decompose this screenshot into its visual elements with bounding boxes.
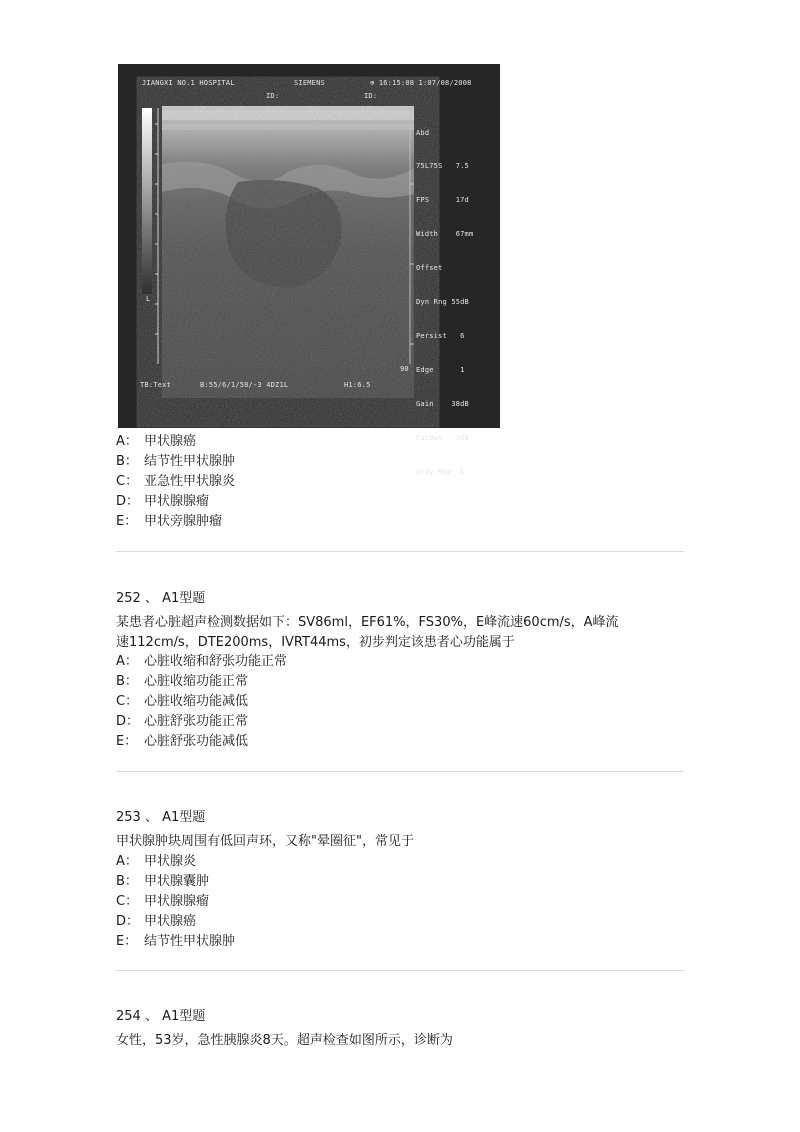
question-divider — [116, 771, 684, 772]
question-stem: 甲状腺肿块周围有低回声环，又称"晕圈征"，常见于 — [116, 834, 414, 849]
ultrasound-id-label-2: ID: — [364, 92, 378, 100]
question-stem: 女性，53岁，急性胰腺炎8天。超声检查如图所示，诊断为 — [116, 1033, 453, 1048]
option-key: A： — [116, 654, 138, 669]
option-text: 甲状腺癌 — [144, 914, 197, 929]
answer-option[interactable] — [116, 852, 196, 872]
ultrasound-timestamp: ⊕ 16:15:08 1:07/08/2008 — [370, 79, 472, 87]
option-text: 甲状腺囊肿 — [144, 874, 210, 889]
ultrasound-parameter-list — [416, 105, 473, 500]
option-key: A： — [116, 434, 138, 449]
option-key: B： — [116, 874, 138, 889]
ultrasound-param: 75L75S 7.5 — [416, 162, 469, 171]
ultrasound-param: Abd — [416, 128, 430, 137]
option-text: 甲状旁腺肿瘤 — [144, 514, 223, 529]
ultrasound-scale-marker: L — [146, 295, 151, 303]
ultrasound-footer-right: H1:6.5 — [344, 381, 371, 389]
option-text: 甲状腺炎 — [144, 854, 197, 869]
option-text: 心脏舒张功能正常 — [144, 714, 249, 729]
option-key: C： — [116, 894, 139, 909]
option-key: E： — [116, 514, 138, 529]
option-text: 心脏收缩和舒张功能正常 — [144, 654, 288, 669]
answer-option[interactable] — [116, 692, 248, 712]
ultrasound-param: Persist 6 — [416, 331, 465, 340]
answer-option[interactable] — [116, 492, 209, 512]
ultrasound-param: Width 67mm — [416, 230, 474, 239]
answer-option[interactable] — [116, 892, 209, 912]
ultrasound-param: Offset — [416, 264, 443, 273]
question-divider — [116, 970, 684, 971]
answer-option[interactable] — [116, 932, 235, 952]
question-stem: 某患者心脏超声检测数据如下：SV86ml，EF61%，FS30%，E峰流速60cm/s，A峰流 — [116, 615, 619, 630]
answer-option[interactable] — [116, 712, 248, 732]
answer-option[interactable] — [116, 472, 235, 492]
option-text: 甲状腺腺瘤 — [144, 494, 210, 509]
answer-option[interactable] — [116, 652, 287, 672]
ultrasound-hospital-label: JIANGXI NO.1 HOSPITAL — [142, 79, 235, 87]
option-text: 心脏舒张功能减低 — [144, 734, 249, 749]
answer-option[interactable] — [116, 512, 222, 532]
option-key: B： — [116, 454, 138, 469]
answer-option[interactable] — [116, 672, 248, 692]
option-text: 心脏收缩功能减低 — [144, 694, 249, 709]
option-key: D： — [116, 714, 140, 729]
ultrasound-param: Output -3dB — [416, 433, 469, 442]
ultrasound-param: Edge 1 — [416, 365, 465, 374]
question-header: 253 、 A1型题 — [116, 810, 206, 825]
option-text: 甲状腺癌 — [144, 434, 197, 449]
answer-option[interactable] — [116, 432, 196, 452]
ultrasound-footer-left: TB:Text — [140, 381, 171, 389]
option-key: E： — [116, 934, 138, 949]
ultrasound-param: Dyn Rng 55dB — [416, 298, 469, 307]
answer-option[interactable] — [116, 452, 235, 472]
question-header: 252 、 A1型题 — [116, 591, 206, 606]
option-key: A： — [116, 854, 138, 869]
answer-option[interactable] — [116, 732, 248, 752]
answer-option[interactable] — [116, 872, 209, 892]
option-key: B： — [116, 674, 138, 689]
option-key: E： — [116, 734, 138, 749]
option-key: D： — [116, 494, 140, 509]
option-text: 亚急性甲状腺炎 — [144, 474, 236, 489]
question-stem: 速112cm/s，DTE200ms，IVRT44ms，初步判定该患者心功能属于 — [116, 635, 515, 650]
answer-option[interactable] — [116, 912, 196, 932]
option-text: 结节性甲状腺肿 — [144, 454, 236, 469]
option-key: C： — [116, 474, 139, 489]
ultrasound-id-label: ID: — [266, 92, 280, 100]
option-key: D： — [116, 914, 140, 929]
ultrasound-depth-marker: 90 — [400, 365, 409, 373]
option-text: 心脏收缩功能正常 — [144, 674, 249, 689]
option-key: C： — [116, 694, 139, 709]
question-header: 254 、 A1型题 — [116, 1009, 206, 1024]
option-text: 甲状腺腺瘤 — [144, 894, 210, 909]
option-text: 结节性甲状腺肿 — [144, 934, 236, 949]
question-divider — [116, 551, 684, 552]
ultrasound-brand-label: SIEMENS — [294, 79, 325, 87]
ultrasound-footer-mid: B:55/6/1/58/-3 4DZ1L — [200, 381, 289, 389]
ultrasound-param: Gain 38dB — [416, 399, 469, 408]
ultrasound-param: FPS 17d — [416, 196, 469, 205]
ultrasound-param: Gray Map L — [416, 467, 465, 476]
